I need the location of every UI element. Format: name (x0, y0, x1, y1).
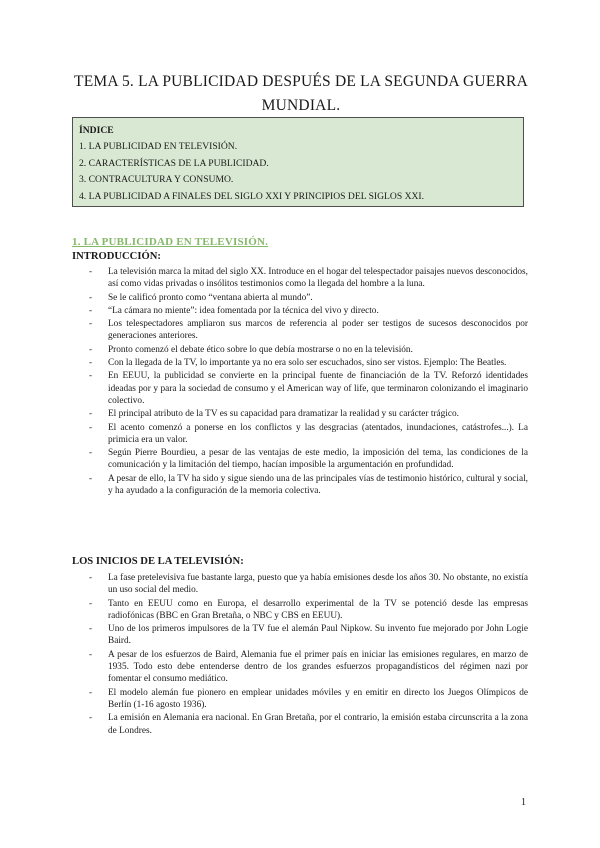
dash-marker: - (89, 267, 93, 277)
dash-marker: - (89, 598, 93, 609)
list-item: - “La cámara no miente”: idea fomentada por la técnica del vivo y directo. (89, 305, 379, 316)
list-item: - A pesar de los esfuerzos de Baird, Alemania fue el primer país en iniciar las emisiones regulares, en marzo de 1935. Todo esto debe entenderse dentro de los grandes esfuerzos propagandísticos del régimen nazi por fomentar el consumo mediático. (89, 649, 528, 685)
index-heading: ÍNDICE (79, 125, 114, 136)
index-item: 2. CARACTERÍSTICAS DE LA PUBLICIDAD. (79, 157, 269, 169)
list-item: - La fase pretelevisiva fue bastante larga, puesto que ya había emisiones desde los años 30. No obstante, no existía un uso social del medio. (89, 573, 528, 596)
dash-marker: - (89, 305, 93, 316)
dash-marker: - (89, 448, 93, 459)
page-number: 1 (521, 797, 526, 808)
dash-marker: - (89, 473, 93, 484)
inicios-bullet-list (72, 572, 528, 738)
index-item: 4. LA PUBLICIDAD A FINALES DEL SIGLO XXI Y PRINCIPIOS DEL SIGLOS XXI. (79, 190, 425, 202)
list-item: - Se le calificó pronto como “ventana abierta al mundo”. (89, 292, 313, 303)
list-item: - El acento comenzó a ponerse en los conflictos y las desgracias (atentados, inundaciones, catástrofes...). La primicia era un valor. (89, 422, 528, 445)
list-item: - Con la llegada de la TV, lo importante ya no era solo ser escuchados, sino ser vistos. Ejemplo: The Beatles. (89, 358, 507, 369)
list-item: - Uno de los primeros impulsores de la TV fue el alemán Paul Nipkow. Su invento fue mejorado por John Logie Baird. (89, 624, 528, 647)
section-title: 1. LA PUBLICIDAD EN TELEVISIÓN. (72, 236, 269, 248)
dash-marker: - (89, 344, 93, 355)
subsection-title-introduccion: INTRODUCCIÓN: (72, 251, 161, 262)
index-box (72, 117, 524, 207)
list-item: - En EEUU, la publicidad se convierte en la principal fuente de financiación de la TV. Reforzó identidades ideadas por y para la sociedad de consumo y el American way of life, que terminaron colonizando el imaginario colectivo. (89, 371, 528, 406)
dash-marker: - (89, 687, 93, 698)
list-item: - El principal atributo de la TV es su capacidad para dramatizar la realidad y su carácter trágico. (89, 409, 459, 420)
dash-marker: - (89, 319, 93, 330)
dash-marker: - (89, 422, 93, 433)
intro-bullet-list (72, 266, 528, 498)
dash-marker: - (89, 292, 93, 303)
dash-marker: - (89, 649, 93, 660)
dash-marker: - (89, 624, 93, 635)
index-item: 3. CONTRACULTURA Y CONSUMO. (79, 174, 234, 186)
list-item: - Tanto en EEUU como en Europa, el desarrollo experimental de la TV se potenció desde las empresas radiofónicas (BBC en Gran Bretaña, o NBC y CBS en EEUU). (89, 598, 528, 621)
list-item: - A pesar de ello, la TV ha sido y sigue siendo una de las principales vías de testimonio histórico, cultural y social, y ha ayudado a la configuración de la memoria colectiva. (89, 473, 528, 497)
subsection-title-inicios: LOS INICIOS DE LA TELEVISIÓN: (72, 556, 244, 567)
list-item: - Los telespectadores ampliaron sus marcos de referencia al poder ser testigos de sucesos desconocidos por generaciones anteriores. (89, 319, 528, 342)
dash-marker: - (89, 371, 93, 382)
list-item: - La televisión marca la mitad del siglo XX. Introduce en el hogar del telespectador paisajes nuevos desconocidos, así como vidas privadas o insólitos testimonios como la llegada del hombre a la luna. (89, 267, 528, 290)
dash-marker: - (89, 573, 93, 583)
dash-marker: - (89, 409, 93, 420)
list-item: - Pronto comenzó el debate ético sobre lo que debía mostrarse o no en la televisión. (89, 344, 413, 355)
index-item: 1. LA PUBLICIDAD EN TELEVISIÓN. (79, 141, 238, 153)
document-title: TEMA 5. LA PUBLICIDAD DESPUÉS DE LA SEGUNDA GUERRA MUNDIAL. (74, 73, 528, 114)
list-item: - La emisión en Alemania era nacional. En Gran Bretaña, por el contrario, la emisión estaba circunscrita a la zona de Londres. (89, 713, 528, 736)
list-item: - El modelo alemán fue pionero en emplear unidades móviles y en emitir en directo los Juegos Olímpicos de Berlín (1-16 agosto 1936). (89, 687, 528, 710)
dash-marker: - (89, 713, 93, 724)
list-item: - Según Pierre Bourdieu, a pesar de las ventajas de este medio, la imposición del tema, las condiciones de la comunicación y la limitación del tiempo, hacían imposible la argumentación en profundidad. (89, 448, 528, 471)
dash-marker: - (89, 358, 93, 369)
